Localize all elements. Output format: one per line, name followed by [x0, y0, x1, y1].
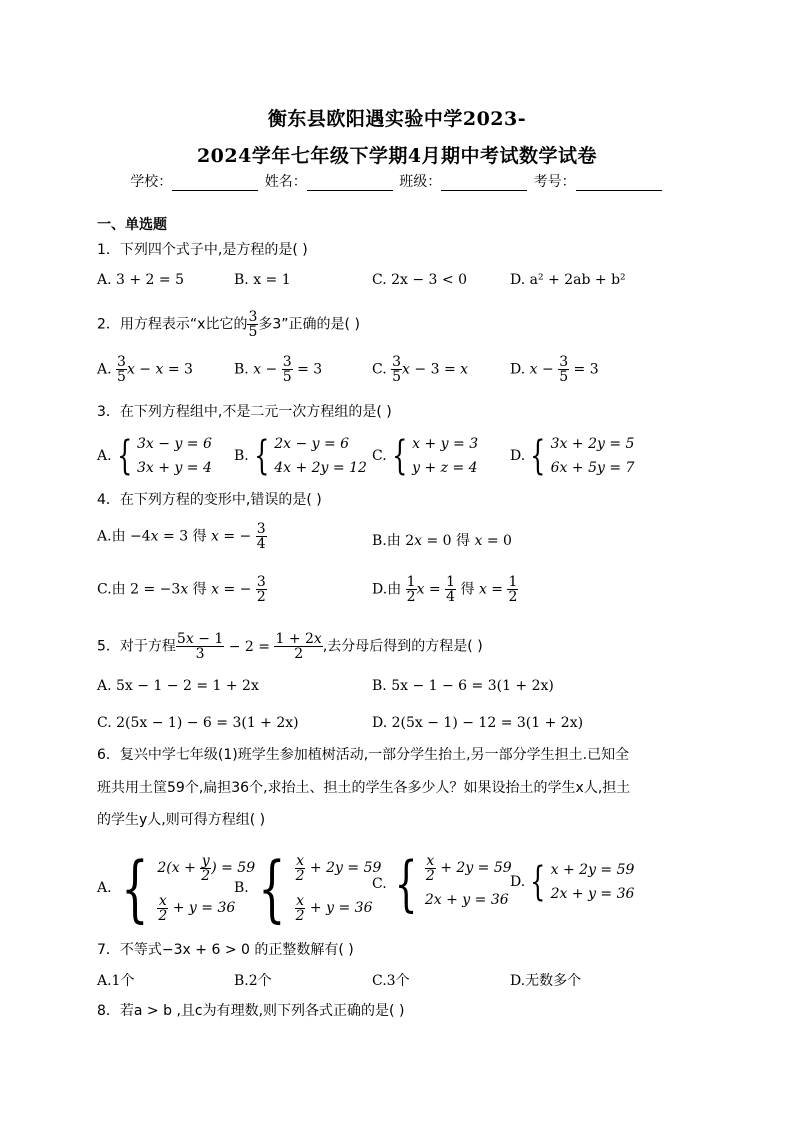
number-blank[interactable]: [576, 176, 662, 191]
q2-option-c: C. $\frac{3}{5}$ x − 3 = x: [372, 354, 469, 385]
q3-option-c: C. { x + y = 3 y + z = 4: [372, 433, 479, 479]
q4-option-b: B.由 2x = 0 得 x = 0: [372, 533, 512, 549]
exam-title-line1: 衡东县欧阳遇实验中学2023-: [267, 108, 527, 130]
q6-option-b: B. { $\frac{x}{2}$ + 2y = 59 $\frac{x}{2}$ + y = 36: [234, 846, 382, 930]
question-3-stem: 3．在下列方程组中,不是二元一次方程组的是( ): [97, 404, 392, 420]
q2-stem-fraction: [247, 310, 258, 339]
number-label: 考号：: [533, 174, 576, 190]
q5-stem-pre: 5．对于方程: [97, 638, 176, 655]
q2-option-d: D. x − $\frac{3}{5}$ = 3: [510, 354, 599, 385]
q7-option-b: B.2个: [234, 973, 272, 989]
q5-option-c: C. 2(5x − 1) − 6 = 3(1 + 2x): [97, 715, 299, 731]
class-blank[interactable]: [441, 176, 527, 191]
q5-option-b: B. 5x − 1 − 6 = 3(1 + 2x): [372, 678, 554, 694]
question-4-stem: 4．在下列方程的变形中,错误的是( ): [97, 492, 322, 508]
q5-option-d: D. 2(5x − 1) − 12 = 3(1 + 2x): [372, 715, 584, 731]
q1-option-b: B. x = 1: [234, 272, 291, 288]
student-info-row: [0, 171, 794, 191]
q3-option-b: B. { 2x − y = 6 4x + 2y = 12: [234, 433, 367, 479]
q2-frac-den: 5: [248, 324, 258, 340]
q2-option-a: A. $\frac{3}{5}$ x − x = 3: [97, 354, 193, 385]
name-label: 姓名：: [264, 174, 307, 190]
name-blank[interactable]: [307, 176, 393, 191]
question-5-stem: 5．对于方程 $\frac{5x - 1}{3}$ − 2 = $\frac{1 + 2x}{2}$ ,去分母后得到的方程是( ): [97, 631, 483, 662]
class-label: 班级：: [399, 174, 442, 190]
q5-stem-post: ,去分母后得到的方程是( ): [322, 638, 483, 655]
exam-title-line2: 2024学年七年级下学期4月期中考试数学试卷: [196, 145, 598, 167]
school-label: 学校：: [130, 174, 173, 190]
q1-option-d: D. a² + 2ab + b²: [510, 272, 626, 288]
q3-option-a: A. { 3x − y = 6 3x + y = 4: [97, 433, 212, 479]
q1-option-a: A. 3 + 2 = 5: [97, 272, 184, 288]
q1-option-c: C. 2x − 3 < 0: [372, 272, 467, 288]
q6-option-c: C. { $\frac{x}{2}$ + 2y = 59 2x + y = 36: [372, 849, 512, 919]
question-6-line3: 的学生y人,则可得方程组( ): [97, 812, 266, 828]
section-heading: 一、单选题: [97, 217, 167, 233]
q2-stem-post: 多3”正确的是( ): [258, 316, 360, 333]
q7-option-a: A.1个: [97, 973, 135, 989]
question-2-stem: [97, 310, 360, 339]
q6-option-d: D. { x + 2y = 59 2x + y = 36: [510, 859, 635, 905]
question-6-line2: 班共用土筐59个,扁担36个,求抬土、担土的学生各多少人？如果设抬土的学生x人,担土: [97, 780, 631, 796]
q2-frac-num: 3: [248, 309, 258, 325]
q6-option-a: A. { 2(x + $\frac{y}{2}$ ) = 59 $\frac{x}{2}$ + y = 36: [97, 846, 256, 930]
q2-stem-pre: 2．用方程表示“x比它的: [97, 316, 248, 333]
question-1-stem: 1．下列四个式子中,是方程的是( ): [97, 242, 308, 258]
q3-option-d: D. { 3x + 2y = 5 6x + 5y = 7: [510, 433, 635, 479]
q4-option-c: C.由 2 = −3x 得 x = − $\frac{3}{2}$: [97, 574, 266, 605]
q7-option-d: D.无数多个: [510, 973, 582, 989]
q5-option-a: A. 5x − 1 − 2 = 1 + 2x: [97, 678, 259, 694]
question-8-stem: 8．若a > b ,且c为有理数,则下列各式正确的是( ): [97, 1003, 405, 1019]
question-7-stem: 7．不等式−3x + 6 > 0 的正整数解有( ): [97, 942, 354, 958]
question-6-line1: 6．复兴中学七年级(1)班学生参加植树活动,一部分学生抬土,另一部分学生担土.已知全: [97, 747, 630, 763]
q2-option-b: B. x − $\frac{3}{5}$ = 3: [234, 354, 323, 385]
q7-option-c: C.3个: [372, 973, 410, 989]
q4-option-d: D.由 $\frac{1}{2}$ x = $\frac{1}{4}$ 得 x = $\frac{1}{2}$: [372, 574, 518, 605]
q4-option-a: A.由 −4x = 3 得 x = − $\frac{3}{4}$: [97, 521, 266, 552]
school-blank[interactable]: [172, 176, 258, 191]
